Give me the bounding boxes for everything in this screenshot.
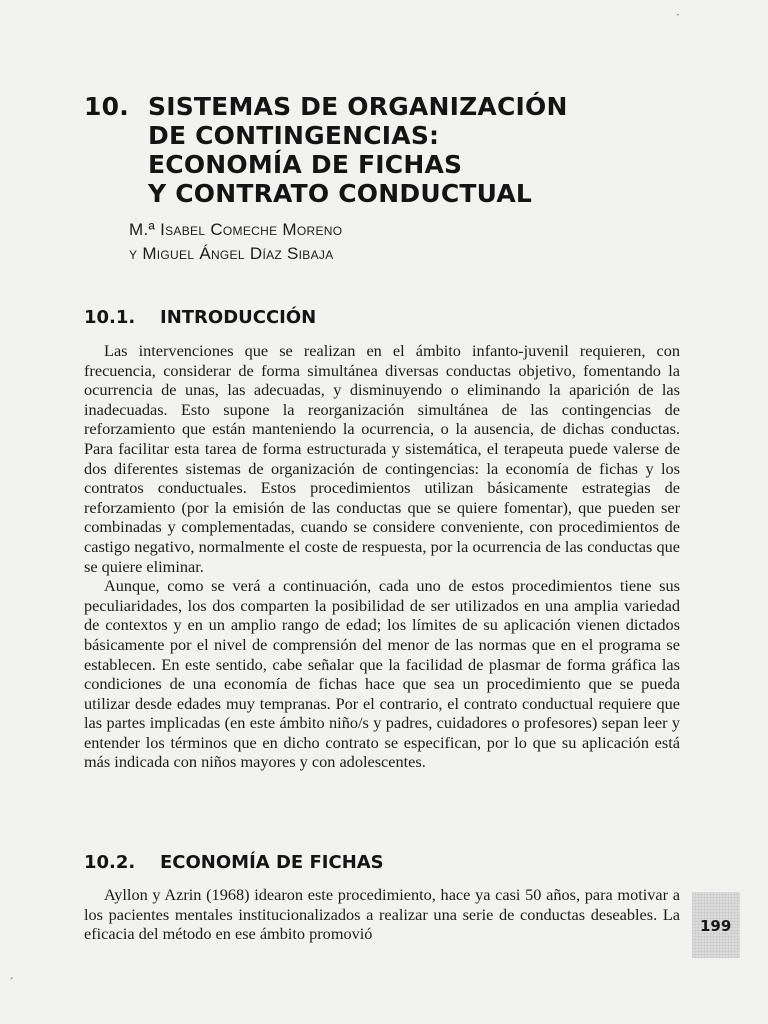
chapter-title (84, 92, 704, 208)
scan-mark: ˊ (8, 976, 14, 990)
section-title: ECONOMÍA DE FICHAS (160, 852, 384, 873)
section-heading-economia-de-fichas (84, 852, 384, 874)
section-number: 10.2. (84, 852, 136, 873)
chapter-title-line: SISTEMAS DE ORGANIZACIÓN (148, 92, 568, 121)
scan-mark: · (676, 8, 680, 22)
body-paragraph: Ayllon y Azrin (1968) idearon este procedimiento, hace ya casi 50 años, para motivar a los pacientes mentales institucionalizados a realizar una serie de conductas deseables. La eficacia del método en ese ámbito promovió (84, 885, 680, 944)
section-body-economia-de-fichas (84, 885, 680, 944)
chapter-title-line: DE CONTINGENCIAS: (148, 121, 440, 150)
chapter-title-line: Y CONTRATO CONDUCTUAL (148, 179, 533, 208)
body-paragraph: Aunque, como se verá a continuación, cada uno de estos procedimientos tiene sus peculiaridades, los dos comparten la posibilidad de ser utilizados en una amplia variedad de contextos y en un amplio rango de edad; los límites de su aplicación vienen dictados básicamente por el nivel de comprensión del menor de las normas que en el programa se establecen. En este sentido, cabe señalar que la facilidad de plasmar de forma gráfica las condiciones de una economía de fichas hace que sea un procedimiento que se pueda utilizar desde edades muy tempranas. Por el contrario, el contrato conductual requiere que las partes implicadas (en este ámbito niño/s y padres, cuidadores o profesores) sepan leer y entender los términos que en dicho contrato se especifican, por lo que su aplicación está más indicada con niños mayores y con adolescentes. (84, 576, 680, 772)
author-line: y Miguel Ángel Díaz Sibaja (129, 244, 334, 263)
section-title: INTRODUCCIÓN (160, 307, 317, 328)
chapter-number: 10. (84, 92, 129, 121)
section-number: 10.1. (84, 307, 136, 328)
author-line: M.ª Isabel Comeche Moreno (129, 220, 343, 239)
section-heading-introduccion (84, 307, 316, 329)
chapter-title-line: ECONOMÍA DE FICHAS (148, 150, 463, 179)
page-number: 199 (700, 917, 732, 935)
chapter-authors (129, 218, 342, 266)
body-paragraph: Las intervenciones que se realizan en el ámbito infanto-juvenil requieren, con frecuencia, considerar de forma simultánea diversas conductas objetivo, fomentando la ocurrencia de unas, las adecuadas, y disminuyendo o eliminando la aparición de las inadecuadas. Esto supone la reorganización simultánea de las contingencias de reforzamiento que están manteniendo la ocurrencia, o la ausencia, de dichas conductas. Para facilitar esta tarea de forma estructurada y sistemática, el terapeuta puede valerse de dos diferentes sistemas de organización de contingencias: la economía de fichas y los contratos conductuales. Estos procedimientos utilizan básicamente estrategias de reforzamiento (por la emisión de las conductas que se quiere fomentar), que pueden ser combinadas y complementadas, cuando se considere conveniente, con procedimientos de castigo negativo, normalmente el coste de respuesta, por la ocurrencia de las conductas que se quiere eliminar. (84, 341, 680, 576)
section-body-introduccion (84, 341, 680, 772)
